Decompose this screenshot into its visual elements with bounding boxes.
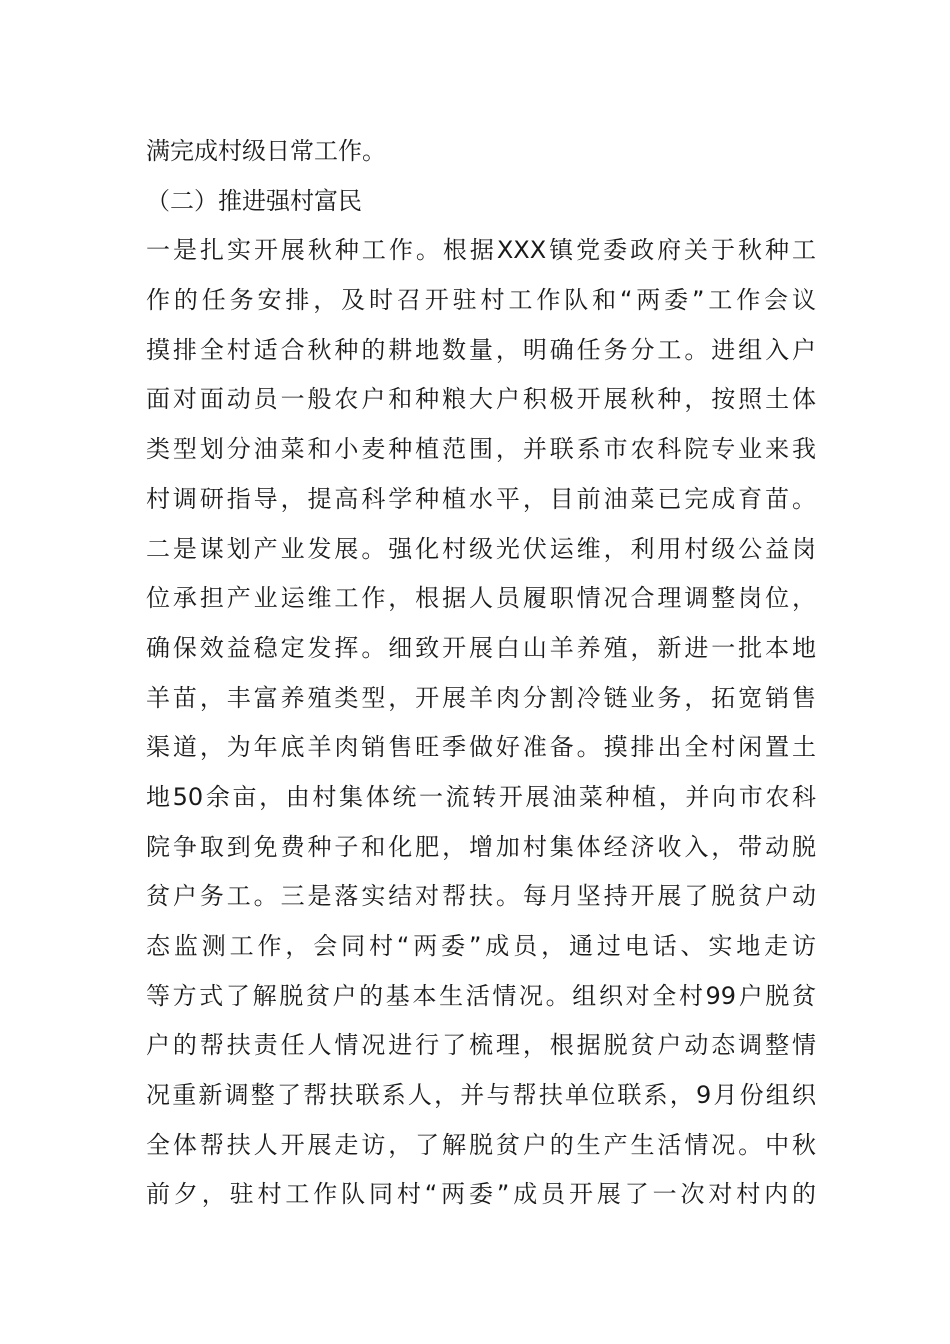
body-text xyxy=(146,127,816,1220)
text-line: 确保效益稳定发挥。细致开展白山羊养殖，新进一批本地 xyxy=(146,633,816,662)
text-line: 羊苗，丰富养殖类型，开展羊肉分割冷链业务，拓宽销售 xyxy=(146,683,816,712)
text-line: 作的任务安排，及时召开驻村工作队和“两委”工作会议 xyxy=(146,286,816,315)
text-line: 院争取到免费种子和化肥，增加村集体经济收入，带动脱 xyxy=(146,832,816,861)
text-line: 全体帮扶人开展走访，了解脱贫户的生产生活情况。中秋 xyxy=(146,1130,816,1159)
text-line: 位承担产业运维工作，根据人员履职情况合理调整岗位， xyxy=(146,584,816,613)
text-line: 摸排全村适合秋种的耕地数量，明确任务分工。进组入户 xyxy=(146,335,816,364)
text-line: 户的帮扶责任人情况进行了梳理，根据脱贫户动态调整情 xyxy=(146,1031,816,1060)
text-line: 满完成村级日常工作。 xyxy=(146,137,386,165)
text-line: 村调研指导，提高科学种植水平，目前油菜已完成育苗。 xyxy=(146,484,816,513)
text-line: 渠道，为年底羊肉销售旺季做好准备。摸排出全村闲置土 xyxy=(146,733,816,762)
section-heading: （二）推进强村富民 xyxy=(146,186,362,215)
text-line: 贫户务工。三是落实结对帮扶。每月坚持开展了脱贫户动 xyxy=(146,882,816,911)
text-line: 一是扎实开展秋种工作。根据XXX镇党委政府关于秋种工 xyxy=(146,236,816,265)
text-line: 况重新调整了帮扶联系人，并与帮扶单位联系，9月份组织 xyxy=(146,1081,816,1110)
text-line: 类型划分油菜和小麦种植范围，并联系市农科院专业来我 xyxy=(146,435,816,464)
text-line: 等方式了解脱贫户的基本生活情况。组织对全村99户脱贫 xyxy=(146,981,816,1010)
text-line: 二是谋划产业发展。强化村级光伏运维，利用村级公益岗 xyxy=(146,534,816,563)
text-line: 态监测工作，会同村“两委”成员，通过电话、实地走访 xyxy=(146,932,816,960)
text-line: 面对面动员一般农户和种粮大户积极开展秋种，按照土体 xyxy=(146,385,816,414)
text-line: 前夕，驻村工作队同村“两委”成员开展了一次对村内的 xyxy=(146,1180,816,1209)
text-line: 地50余亩，由村集体统一流转开展油菜种植，并向市农科 xyxy=(146,782,816,811)
